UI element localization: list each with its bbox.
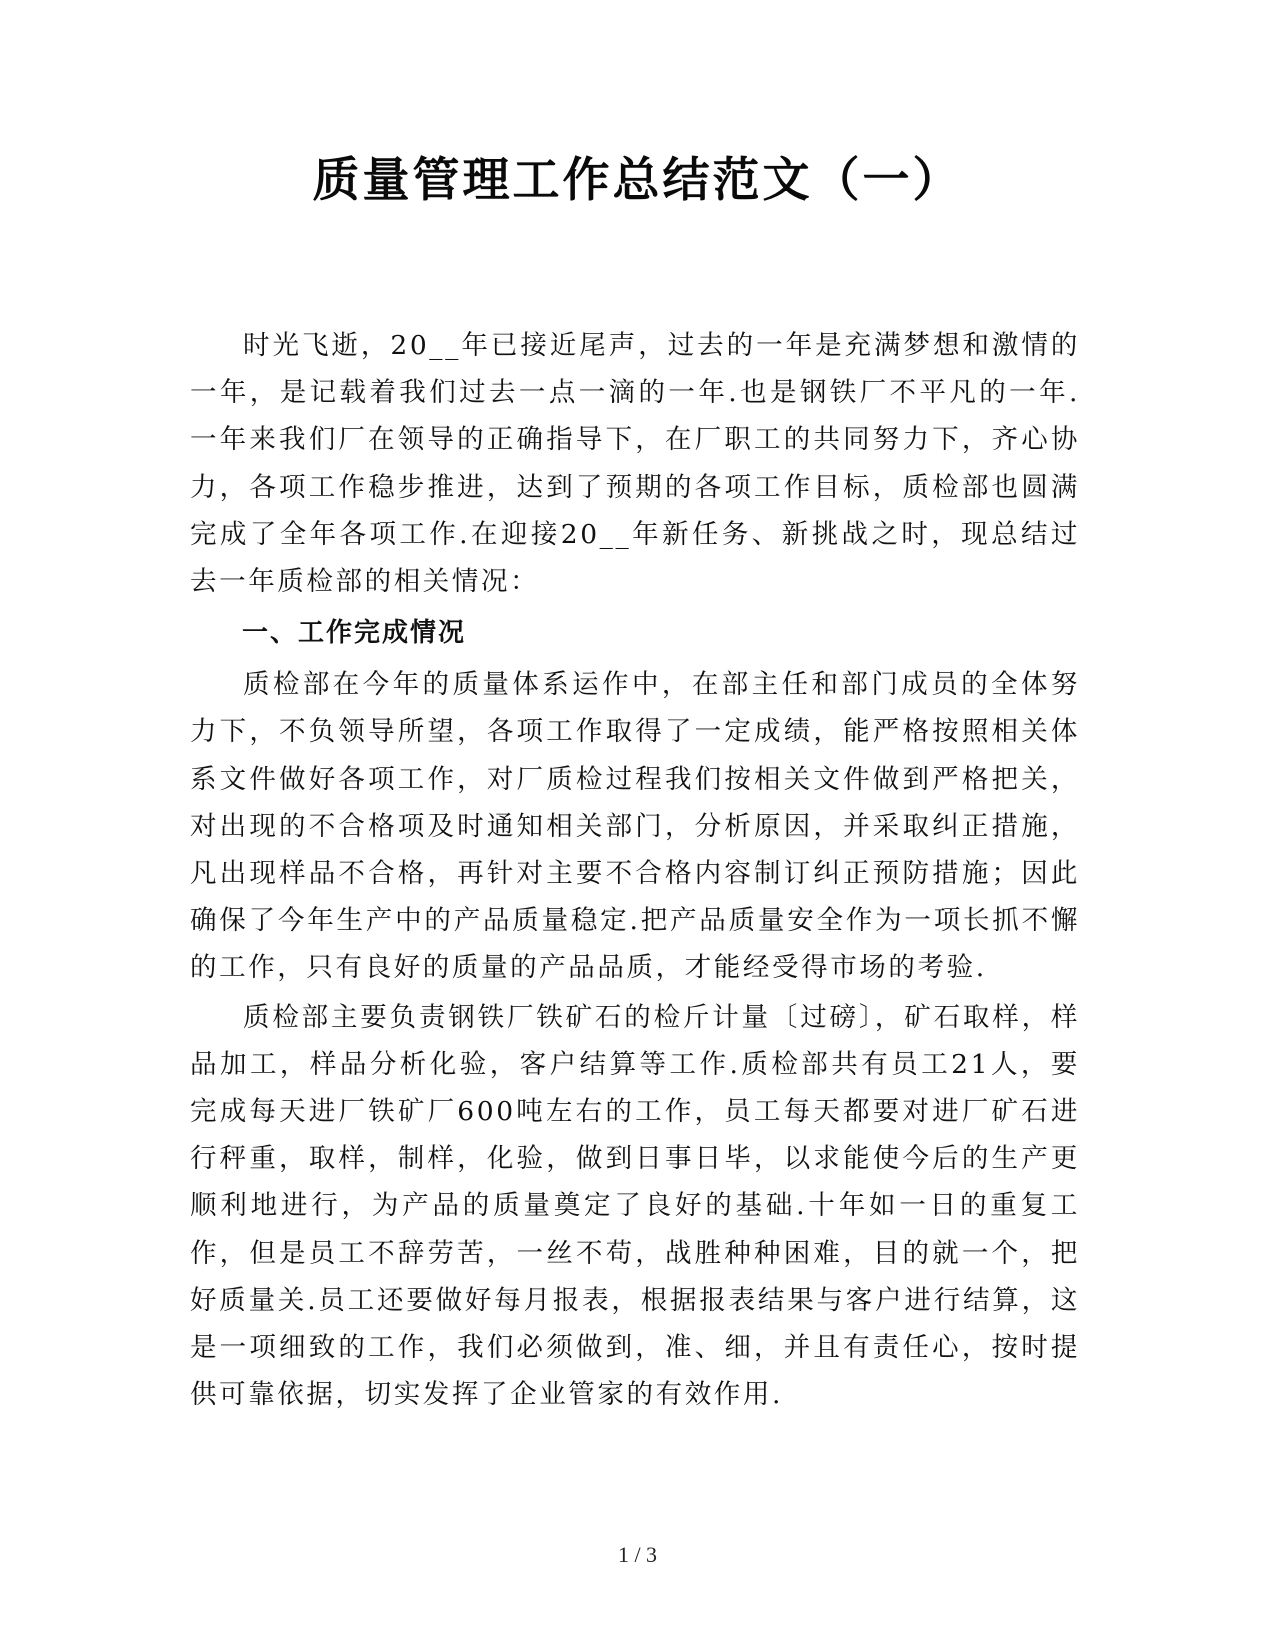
document-title: 质量管理工作总结范文（一）: [312, 153, 963, 208]
intro-paragraph: 时光飞逝，20__年已接近尾声，过去的一年是充满梦想和激情的一年，是记载着我们过去一点一滴的一年.也是钢铁厂不平凡的一年.一年来我们厂在领导的正确指导下，在厂职工的共同努力下，齐心协力，各项工作稳步推进，达到了预期的各项工作目标，质检部也圆满完成了全年各项工作.在迎接20__年新任务、新挑战之时，现总结过去一年质检部的相关情况：: [190, 330, 1080, 598]
paragraph-department-duties: 质检部主要负责钢铁厂铁矿石的检斤计量〔过磅〕，矿石取样，样品加工，样品分析化验，客户结算等工作.质检部共有员工21人，要完成每天进厂铁矿厂600吨左右的工作，员工每天都要对进厂矿石进行秤重，取样，制样，化验，做到日事日毕，以求能使今后的生产更顺利地进行，为产品的质量奠定了良好的基础.十年如一日的重复工作，但是员工不辞劳苦，一丝不苟，战胜种种困难，目的就一个，把好质量关.员工还要做好每月报表，根据报表结果与客户进行结算，这是一项细致的工作，我们必须做到，准、细，并且有责任心，按时提供可靠依据，切实发挥了企业管家的有效作用.: [190, 1001, 1080, 1411]
document-body: [190, 322, 1080, 1420]
section-heading: 一、工作完成情况: [242, 618, 467, 649]
paragraph-work-completion: 质检部在今年的质量体系运作中，在部主任和部门成员的全体努力下，不负领导所望，各项工作取得了一定成绩，能严格按照相关体系文件做好各项工作，对厂质检过程我们按相关文件做到严格把关，对出现的不合格项及时通知相关部门，分析原因，并采取纠正措施，凡出现样品不合格，再针对主要不合格内容制订纠正预防措施；因此确保了今年生产中的产品质量稳定.把产品质量安全作为一项长抓不懈的工作，只有良好的质量的产品品质，才能经受得市场的考验.: [190, 669, 1080, 984]
page-number: 1 / 3: [617, 1542, 658, 1567]
